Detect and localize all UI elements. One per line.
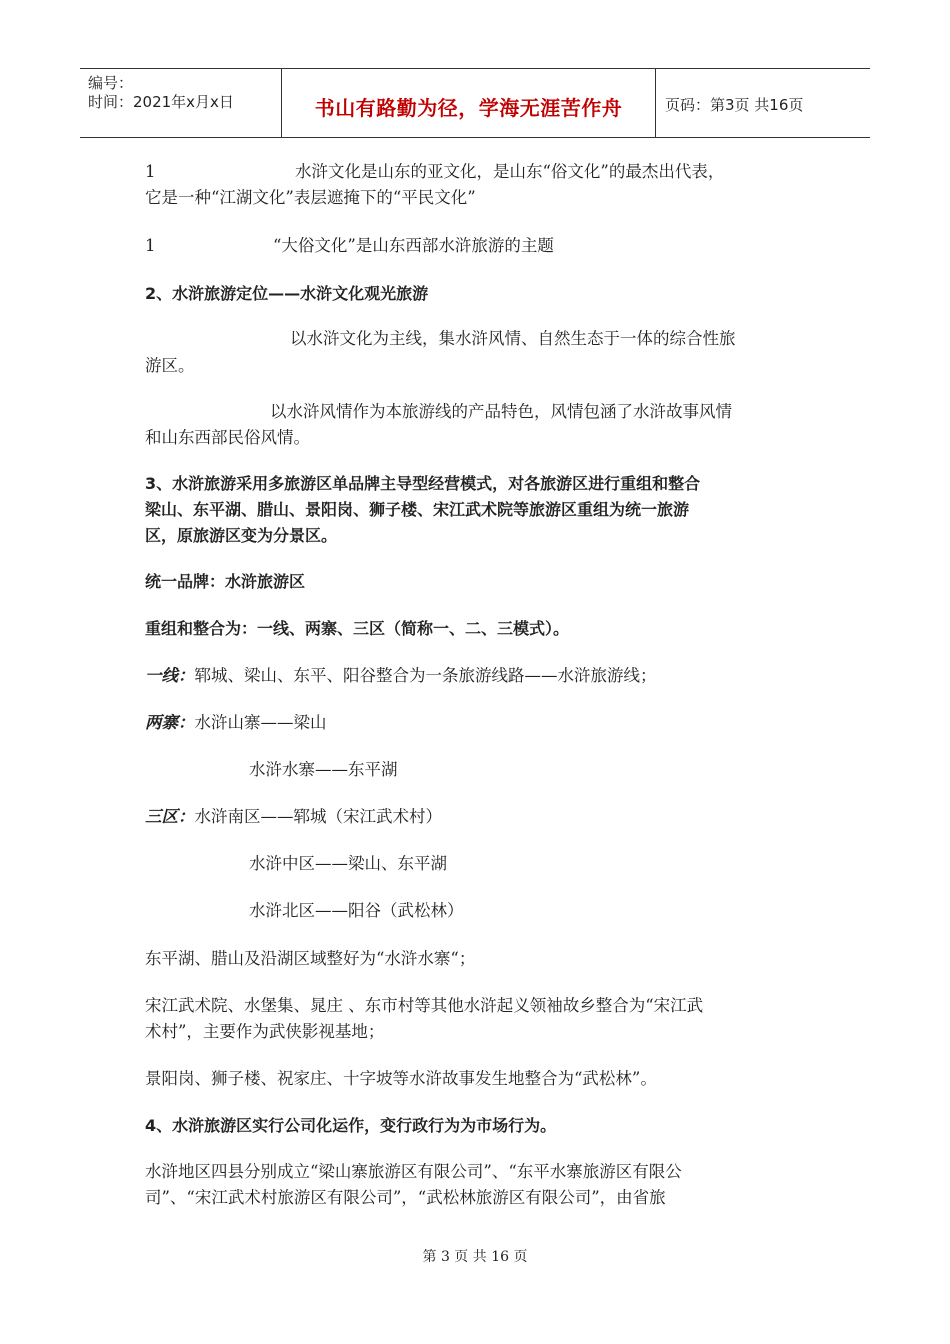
paragraph-7: 景阳岗、狮子楼、祝家庄、十字坡等水浒故事发生地整合为“武松林”。: [145, 1069, 657, 1088]
liangzhai-item-2: 水浒水寨——东平湖: [249, 760, 398, 779]
paragraph-6-line-1: 宋江武术院、水堡集、晁庄 、东市村等其他水浒起义领袖故乡整合为“宋江武: [145, 996, 704, 1015]
header-motto-cell: [282, 69, 656, 137]
paragraph-1-line-1: [145, 158, 724, 185]
list-number: 1: [145, 236, 156, 255]
heading-3-line-1: 3、水浒旅游采用多旅游区单品牌主导型经营模式，对各旅游区进行重组和整合: [145, 474, 701, 493]
sanqu-item-2: 水浒中区——梁山、东平湖: [249, 854, 447, 873]
paragraph-8-line-1: 水浒地区四县分别成立“梁山寨旅游区有限公司”、“东平水寨旅游区有限公: [145, 1162, 682, 1181]
yixian-line: [145, 662, 657, 689]
paragraph-4-line-1: 以水浒风情作为本旅游线的产品特色，风情包涵了水浒故事风情: [270, 402, 732, 421]
heading-4: 4、水浒旅游区实行公司化运作，变行政行为为市场行为。: [145, 1116, 557, 1135]
doc-code: 编号：: [88, 74, 134, 92]
paragraph-5: 东平湖、腊山及沿湖区域整好为“水浒水寨“；: [145, 949, 476, 968]
paragraph-4-line-2: 和山东西部民俗风情。: [145, 428, 310, 447]
yixian-text: 郓城、梁山、东平、阳谷整合为一条旅游线路——水浒旅游线；: [194, 666, 657, 685]
reorg-line: 重组和整合为：一线、两寨、三区（简称一、二、三模式）。: [145, 619, 570, 638]
header-motto: 书山有路勤为径，学海无涯苦作舟: [314, 96, 623, 120]
page-header: [80, 68, 870, 138]
brand-line: 统一品牌：水浒旅游区: [145, 572, 306, 591]
paragraph-text: “大俗文化”是山东西部水浒旅游的主题: [273, 236, 554, 255]
list-number: 1: [145, 162, 156, 181]
sanqu-item-1: 水浒南区——郓城（宋江武术村）: [194, 807, 442, 826]
sanqu-item-3: 水浒北区——阳谷（武松林）: [249, 901, 464, 920]
paragraph-text: 水浒文化是山东的亚文化，是山东“俗文化”的最杰出代表，: [295, 162, 725, 181]
header-page-info: 页码：第3页 共16页: [665, 96, 804, 114]
header-page-cell: [656, 69, 870, 137]
liangzhai-label: 两寨：: [145, 713, 195, 732]
heading-2: 2、水浒旅游定位——水浒文化观光旅游: [145, 284, 429, 303]
paragraph-3-line-1: 以水浒文化为主线，集水浒风情、自然生态于一体的综合性旅: [290, 329, 736, 348]
paragraph-2: [145, 232, 554, 259]
paragraph-8-line-2: 司”、“宋江武术村旅游区有限公司”，“武松林旅游区有限公司”，由省旅: [145, 1188, 666, 1207]
yixian-label: 一线：: [145, 666, 195, 685]
liangzhai-item-1: 水浒山寨——梁山: [194, 713, 327, 732]
liangzhai-line-1: [145, 709, 327, 736]
sanqu-line-1: [145, 803, 442, 830]
sanqu-label: 三区：: [145, 807, 195, 826]
heading-3-line-2: 梁山、东平湖、腊山、景阳岗、狮子楼、宋江武术院等旅游区重组为统一旅游: [145, 500, 690, 519]
header-meta: [80, 69, 282, 137]
doc-time: 时间：2021年x月x日: [88, 93, 234, 111]
heading-3-line-3: 区，原旅游区变为分景区。: [145, 526, 338, 545]
paragraph-3-line-2: 游区。: [145, 356, 195, 375]
page-footer: 第 3 页 共 16 页: [422, 1249, 528, 1265]
paragraph-1-line-2: 它是一种“江湖文化”表层遮掩下的“平民文化”: [145, 188, 476, 207]
paragraph-6-line-2: 术村”，主要作为武侠影视基地；: [145, 1022, 385, 1041]
